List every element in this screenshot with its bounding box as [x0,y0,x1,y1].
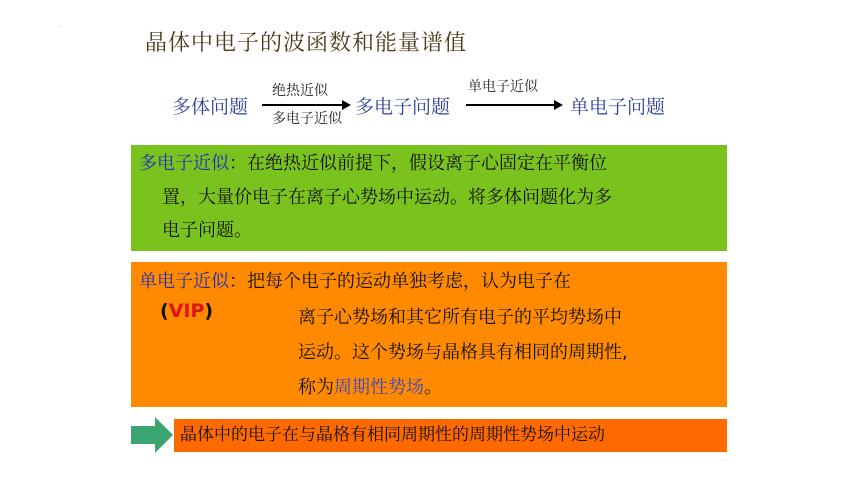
green-line-1 [139,148,607,180]
green-line-3: 电子问题。 [162,220,252,241]
vip-open-paren: ( [160,300,169,322]
orange-line-4-prefix: 称为 [298,377,334,398]
vip-close-paren: ) [204,300,214,322]
periodic-potential-term: 周期性势场 [334,377,424,398]
arrow2-head-icon [554,100,563,110]
orange-colon: ： [229,271,247,292]
flow-node-multi-electron: 多电子问题 [355,96,451,118]
orange-line-4-suffix: 。 [424,377,442,398]
arrow1-top-label: 绝热近似 [272,83,328,99]
multi-electron-term: 多电子近似 [139,153,229,174]
green-line-2: 置，大量价电子在离子心势场中运动。将多体问题化为多 [162,187,612,208]
orange-line-1 [139,266,571,298]
flow-node-single-electron: 单电子问题 [570,96,666,118]
orange-line-3: 运动。这个势场与晶格具有相同的周期性, [298,342,628,363]
green-colon: ： [229,153,247,174]
conclusion-box: 晶体中的电子在与晶格有相同周期性的周期性势场中运动 [174,419,727,452]
arrow1-bottom-label: 多电子近似 [272,111,342,127]
slide-title: 晶体中电子的波函数和能量谱值 [145,31,468,56]
vip-marker [160,300,213,322]
orange-line-4 [298,372,442,404]
slide-dot: . [60,22,62,29]
flow-node-many-body: 多体问题 [172,96,249,118]
arrow2-top-label: 单电子近似 [468,79,538,95]
arrow1-head-icon [342,100,351,110]
orange-line-1-text: 把每个电子的运动单独考虑，认为电子在 [247,271,571,292]
single-electron-term: 单电子近似 [139,271,229,292]
orange-line-2: 离子心势场和其它所有电子的平均势场中 [298,307,622,328]
vip-text: VIP [168,300,205,322]
conclusion-arrow-icon [131,417,173,453]
arrow2-line [466,104,556,106]
green-line-1-text: 在绝热近似前提下，假设离子心固定在平衡位 [247,153,607,174]
arrow1-line [262,104,344,106]
